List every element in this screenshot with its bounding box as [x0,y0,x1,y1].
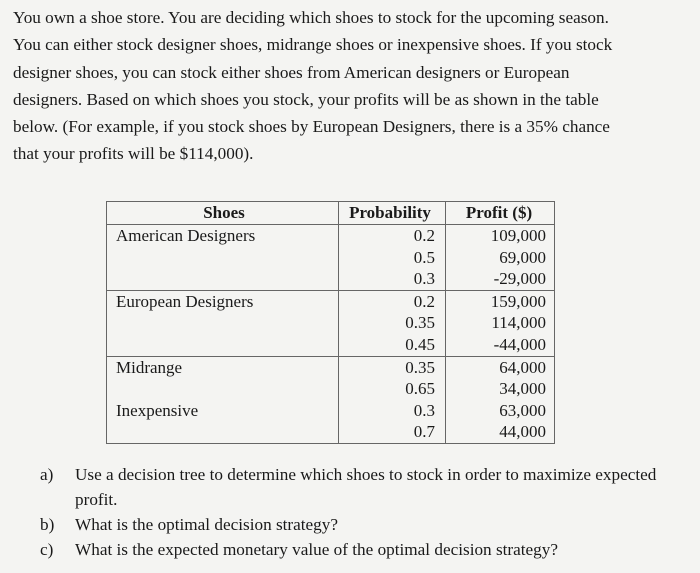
profit-cell: 159,000 [446,290,555,312]
probability-cell: 0.7 [339,421,446,443]
question-item [40,512,690,537]
probability-cell: 0.3 [339,400,446,422]
intro-line: designers. Based on which shoes you stock, your profits will be as shown in the table [13,89,599,109]
table-row [107,334,555,356]
question-item [40,537,690,562]
profit-cell: 69,000 [446,247,555,269]
profit-cell: 109,000 [446,225,555,247]
probability-cell: 0.5 [339,247,446,269]
shoe-type-cell [107,247,339,269]
question-label: a) [40,465,54,484]
shoe-type-cell [107,312,339,334]
question-text: What is the expected monetary value of the optimal decision strategy? [75,540,558,559]
shoe-type-cell: Inexpensive [107,400,339,422]
question-label: c) [40,540,54,559]
profit-cell: 63,000 [446,400,555,422]
probability-cell: 0.2 [339,225,446,247]
probability-cell: 0.45 [339,334,446,356]
shoe-type-cell: European Designers [107,290,339,312]
shoe-type-cell [107,334,339,356]
shoe-type-cell: American Designers [107,225,339,247]
probability-cell: 0.35 [339,312,446,334]
profit-cell: 114,000 [446,312,555,334]
header-probability: Probability [339,202,446,225]
problem-statement [13,4,693,168]
table-row [107,400,555,422]
shoe-type-cell [107,268,339,290]
profit-cell: 64,000 [446,356,555,378]
probability-cell: 0.3 [339,268,446,290]
probability-cell: 0.35 [339,356,446,378]
profit-cell: -44,000 [446,334,555,356]
table-row [107,421,555,443]
header-profit: Profit ($) [446,202,555,225]
intro-line: You own a shoe store. You are deciding which shoes to stock for the upcoming season. [13,8,609,27]
header-shoes: Shoes [107,202,339,225]
intro-line: below. (For example, if you stock shoes by European Designers, there is a 35% chance [13,117,610,137]
intro-line: designer shoes, you can stock either shoes from American designers or European [13,62,570,82]
question-text: Use a decision tree to determine which shoes to stock in order to maximize expected profit. [75,465,657,509]
profit-table [106,201,555,444]
table-row [107,312,555,334]
probability-cell: 0.65 [339,378,446,400]
table-row [107,290,555,312]
shoe-type-cell: Midrange [107,356,339,378]
table-row [107,356,555,378]
profit-cell: 44,000 [446,421,555,443]
question-list [40,462,690,562]
question-label: b) [40,515,55,534]
table-row [107,378,555,400]
question-item [40,462,690,512]
table-header-row [107,202,555,225]
shoe-type-cell [107,378,339,400]
profit-cell: -29,000 [446,268,555,290]
intro-line: that your profits will be $114,000). [13,144,254,164]
table-row [107,268,555,290]
question-text: What is the optimal decision strategy? [75,515,338,534]
table-row [107,225,555,247]
probability-cell: 0.2 [339,290,446,312]
intro-line: You can either stock designer shoes, midrange shoes or inexpensive shoes. If you stock [13,35,613,55]
table-row [107,247,555,269]
shoe-type-cell [107,421,339,443]
profit-cell: 34,000 [446,378,555,400]
